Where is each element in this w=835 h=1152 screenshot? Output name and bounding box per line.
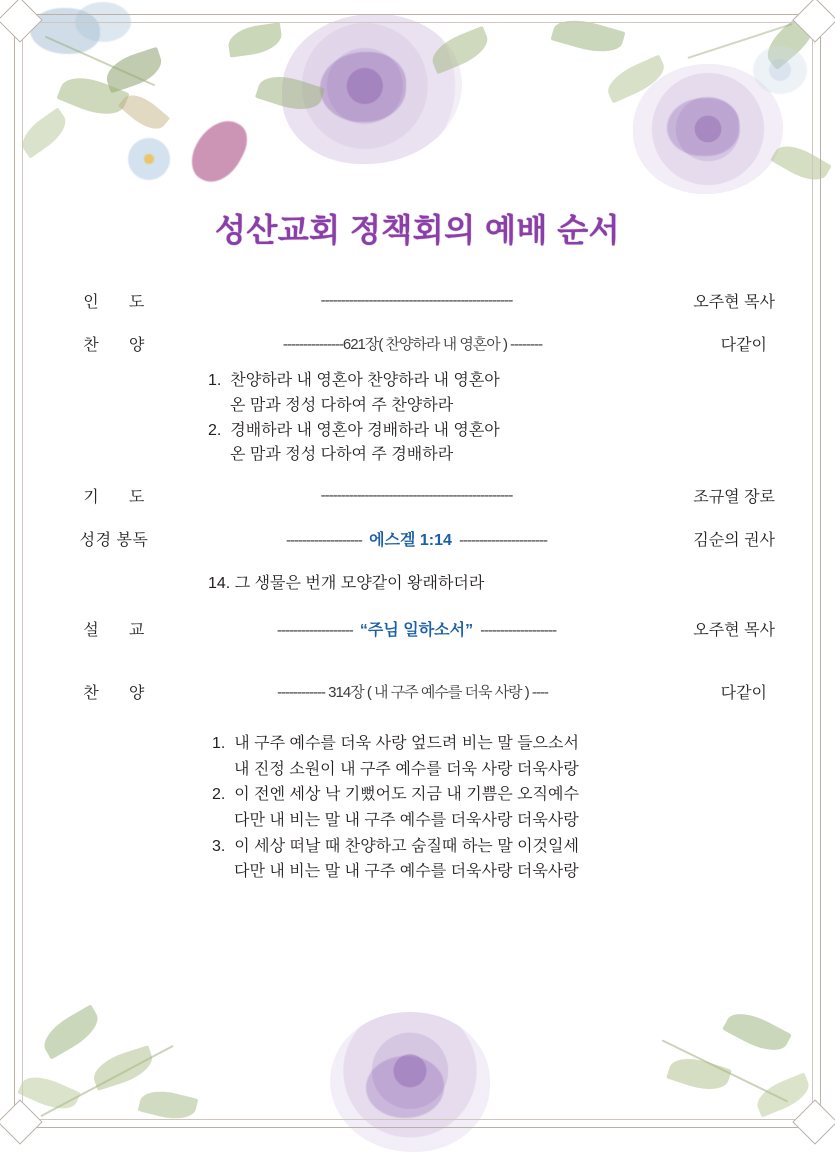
order-label: 성경 봉독 bbox=[79, 532, 149, 550]
order-dashes bbox=[168, 527, 665, 550]
floral-decoration-bottom-right bbox=[605, 952, 835, 1142]
order-label: 찬 양 bbox=[83, 685, 145, 703]
service-order-list bbox=[60, 289, 775, 885]
order-label: 인 도 bbox=[83, 294, 145, 311]
hymn-line: 온 맘과 정성 다하여 주 찬양하라 bbox=[230, 396, 454, 414]
order-dashes bbox=[168, 681, 657, 702]
order-row-prayer bbox=[60, 484, 775, 507]
sermon-title: “주님 일하소서” bbox=[359, 622, 474, 640]
order-dash-text: ------------------------------------------------ bbox=[320, 487, 513, 505]
corner-ornament-bottom-left bbox=[0, 1099, 43, 1144]
order-label: 설 교 bbox=[83, 622, 145, 640]
order-dashes bbox=[168, 333, 657, 354]
order-row-hymn-621 bbox=[60, 332, 775, 355]
hymn-line: 1. 찬양하라 내 영혼아 찬양하라 내 영혼아 bbox=[208, 372, 500, 389]
order-dash-text-after: ------------------- bbox=[477, 622, 557, 640]
hymn-314-verses bbox=[60, 731, 775, 885]
scripture-verse-text: 14. 그 생물은 번개 모양같이 왕래하더라 bbox=[208, 575, 485, 593]
corner-ornament-bottom-right bbox=[792, 1099, 835, 1144]
order-dashes bbox=[168, 617, 665, 640]
hymn-line: 다만 내 비는 말 내 구주 예수를 더욱사랑 더욱사랑 bbox=[234, 863, 579, 881]
order-dashes bbox=[168, 487, 665, 504]
scripture-reference: 에스겔 1:14 bbox=[369, 532, 452, 550]
order-dash-text: ------------------- bbox=[276, 622, 356, 640]
order-person: 오주현 목사 bbox=[693, 294, 775, 311]
order-person: 다같이 bbox=[720, 685, 767, 703]
order-dash-text: ---------------621장( 찬양하라 내 영혼아 ) -------- bbox=[282, 336, 543, 353]
order-row-hymn-314 bbox=[60, 680, 775, 703]
page-title: 성산교회 정책회의 예배 순서 bbox=[214, 212, 621, 248]
order-dash-text: ------------------------------------------------ bbox=[320, 292, 513, 309]
order-person: 다같이 bbox=[720, 337, 767, 354]
hymn-621-verses bbox=[60, 369, 775, 468]
hymn-line: 1. 내 구주 예수를 더욱 사랑 엎드려 비는 말 들으소서 bbox=[212, 735, 579, 753]
order-label: 찬 양 bbox=[83, 337, 145, 354]
floral-decoration-bottom-left bbox=[0, 932, 260, 1142]
order-row-sermon bbox=[60, 617, 775, 640]
order-person: 김순의 권사 bbox=[693, 532, 775, 550]
hymn-line: 2. 경배하라 내 영혼아 경배하라 내 영혼아 bbox=[208, 421, 500, 439]
order-row-scripture-reading bbox=[60, 527, 775, 550]
hymn-line: 내 진정 소원이 내 구주 예수를 더욱 사랑 더욱사랑 bbox=[234, 760, 579, 778]
order-row-opening bbox=[60, 289, 775, 312]
hymn-line: 온 맘과 정성 다하여 주 경배하라 bbox=[230, 446, 454, 464]
order-dash-text: ------------------- bbox=[286, 532, 366, 550]
floral-decoration-bottom-center bbox=[300, 982, 530, 1142]
hymn-line: 3. 이 세상 떠날 때 찬양하고 숨질때 하는 말 이것일세 bbox=[212, 837, 579, 855]
order-dash-text: ------------ 314장 ( 내 구주 예수를 더욱 사랑 ) ---- bbox=[277, 684, 548, 702]
order-dash-text-after: ---------------------- bbox=[455, 532, 547, 550]
order-person: 오주현 목사 bbox=[693, 622, 775, 640]
hymn-line: 다만 내 비는 말 내 구주 예수를 더욱사랑 더욱사랑 bbox=[234, 811, 579, 829]
hymn-line: 2. 이 전엔 세상 낙 기뻤어도 지금 내 기쁨은 오직예수 bbox=[212, 786, 579, 804]
order-person: 조규열 장로 bbox=[693, 489, 775, 507]
order-label: 기 도 bbox=[83, 489, 145, 507]
order-dashes bbox=[168, 292, 665, 309]
